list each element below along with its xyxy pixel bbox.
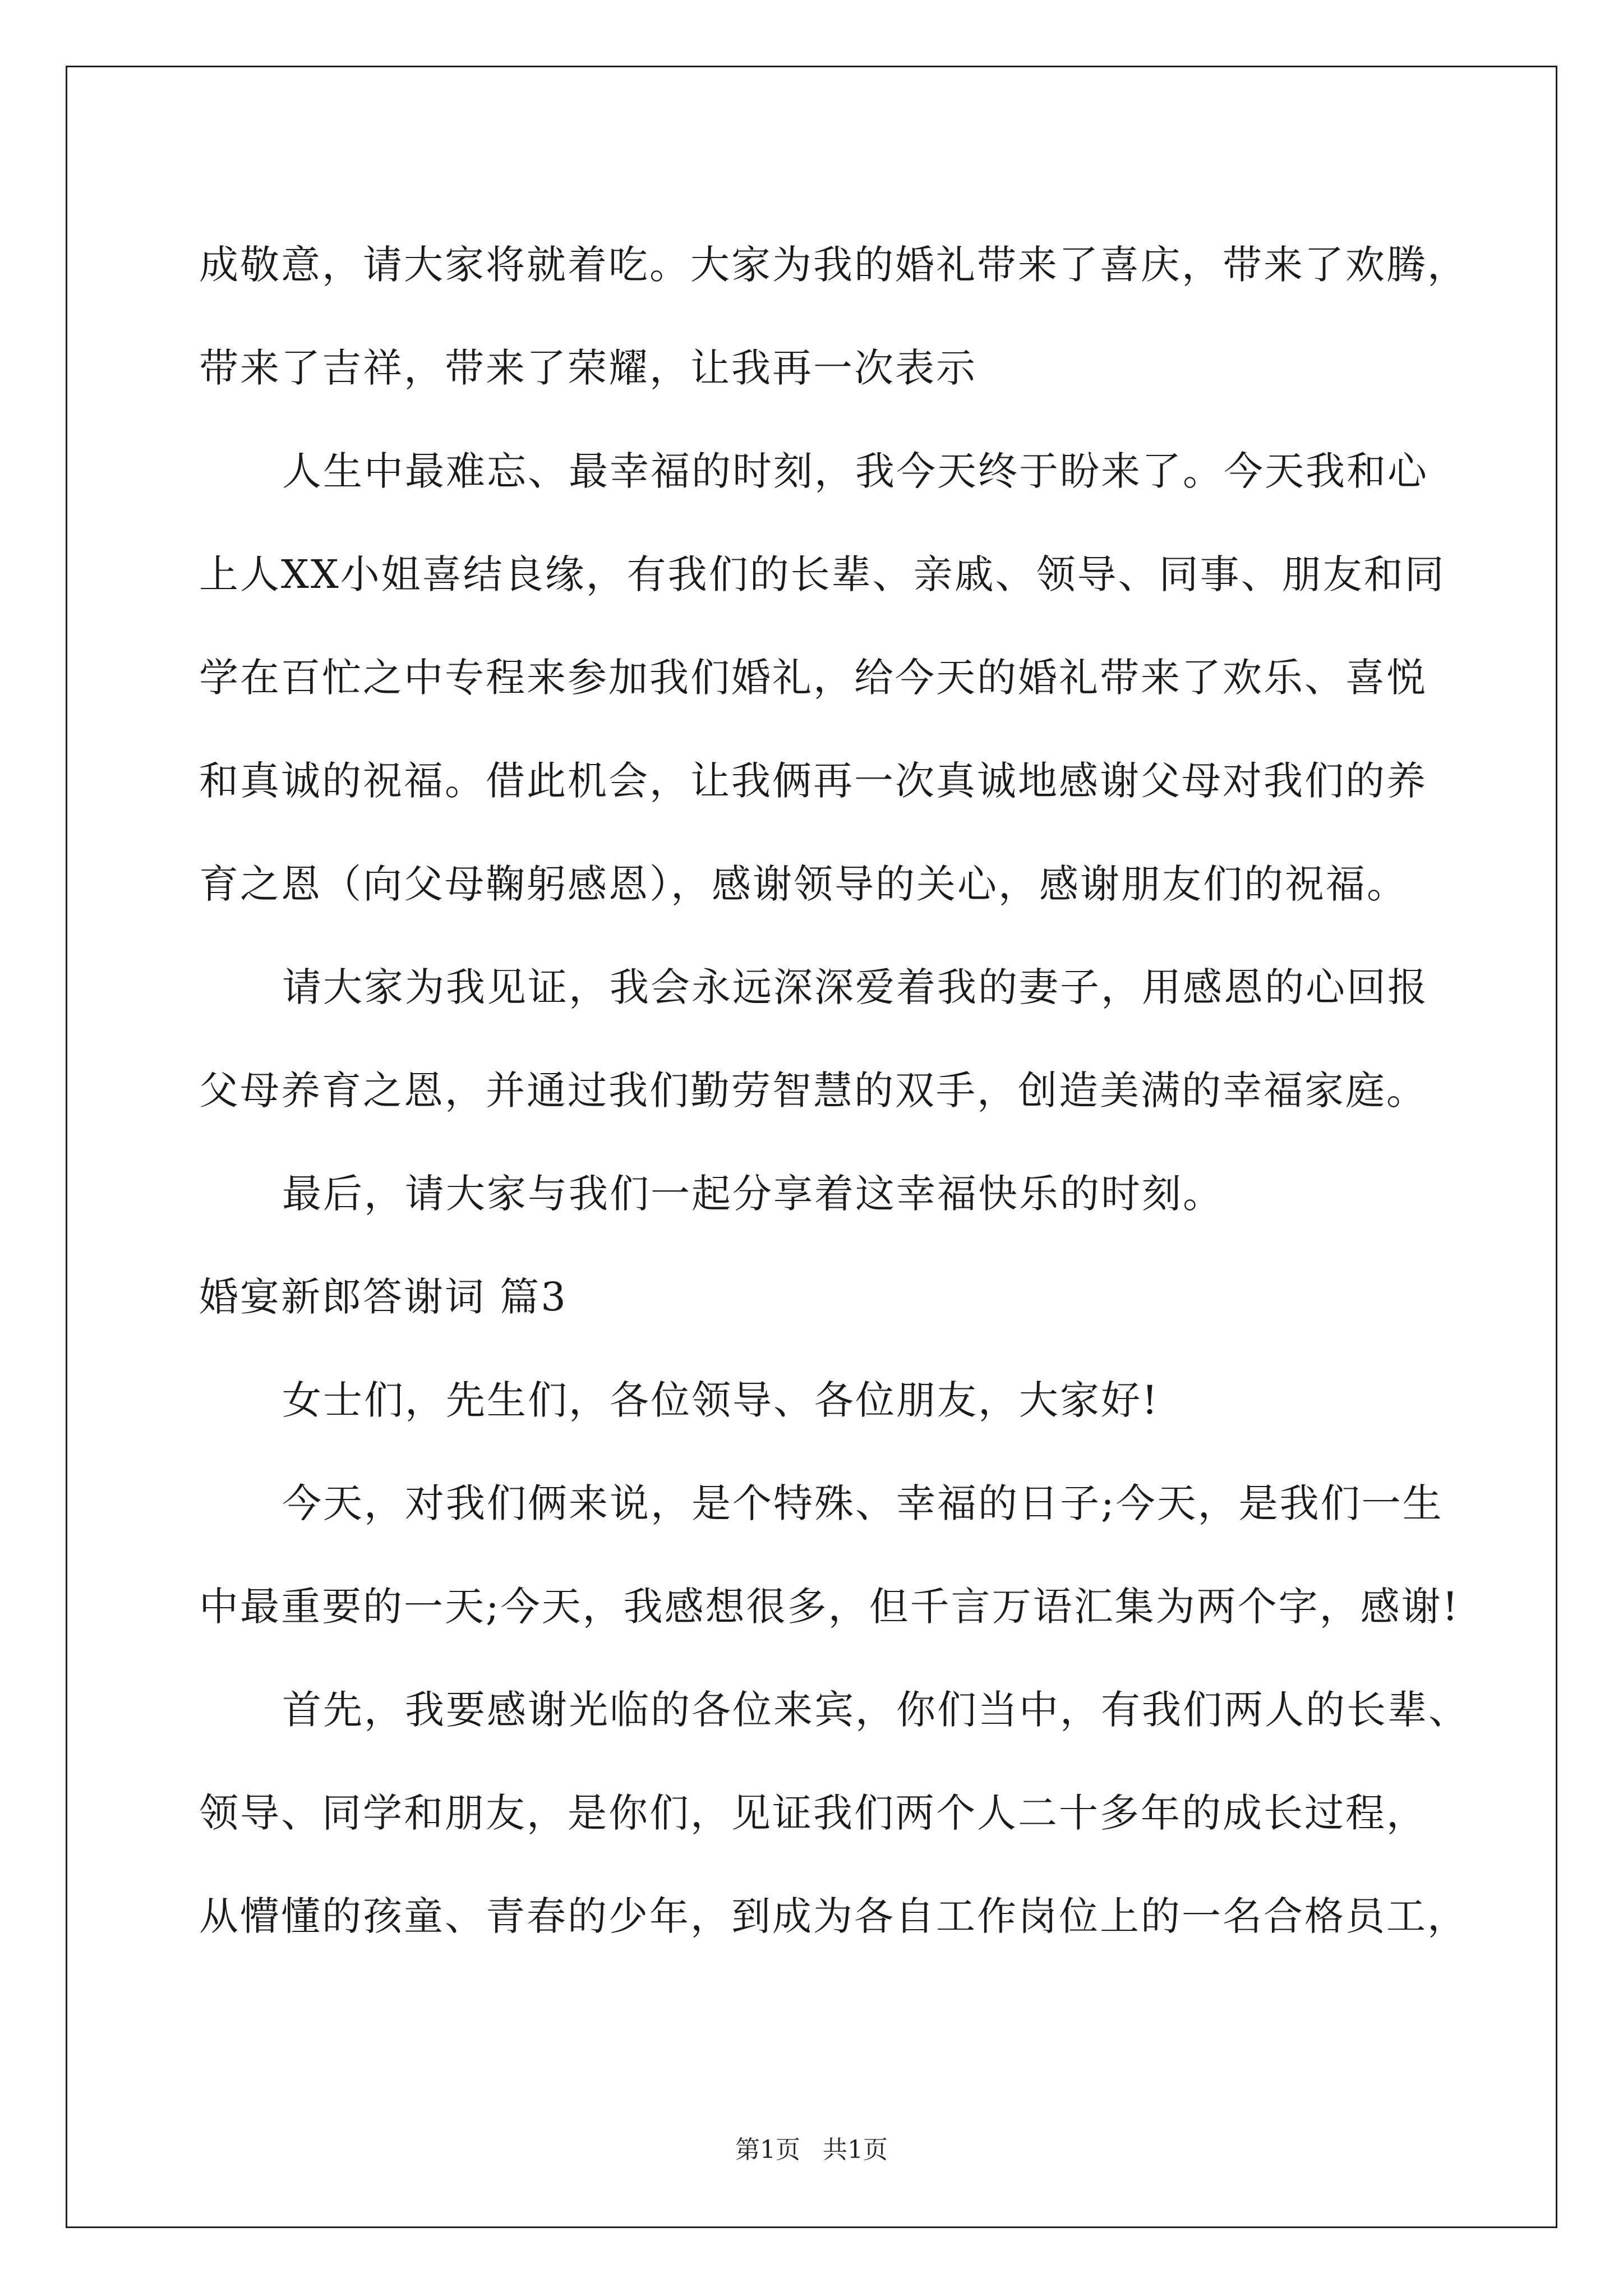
text-line: 学在百忙之中专程来参加我们婚礼，给今天的婚礼带来了欢乐、喜悦 (199, 655, 1427, 701)
document-body (199, 213, 1469, 1968)
text-line: 最后，请大家与我们一起分享着这幸福快乐的时刻。 (282, 1171, 1224, 1217)
text-line: 带来了吉祥，带来了荣耀，让我再一次表示 (199, 345, 977, 391)
text-line: 今天，对我们俩来说，是个特殊、幸福的日子;今天，是我们一生 (282, 1480, 1444, 1526)
page-total: 共1页 (823, 2136, 888, 2164)
text-line: 上人XX小姐喜结良缘，有我们的长辈、亲戚、领导、同事、朋友和同 (199, 551, 1446, 597)
page-footer (0, 2134, 1623, 2166)
section-heading: 婚宴新郎答谢词 篇3 (199, 1274, 568, 1320)
text-line: 从懵懂的孩童、青春的少年，到成为各自工作岗位上的一名合格员工， (199, 1893, 1468, 1939)
text-line: 育之恩（向父母鞠躬感恩），感谢领导的关心，感谢朋友们的祝福。 (199, 861, 1408, 907)
text-line: 女士们，先生们，各位领导、各位朋友，大家好! (282, 1377, 1160, 1423)
text-line: 人生中最难忘、最幸福的时刻，我今天终于盼来了。今天我和心 (282, 448, 1428, 494)
text-line: 和真诚的祝福。借此机会，让我俩再一次真诚地感谢父母对我们的养 (199, 758, 1427, 804)
page-number: 第1页 (735, 2136, 800, 2164)
text-line: 请大家为我见证，我会永远深深爱着我的妻子，用感恩的心回报 (282, 964, 1428, 1010)
text-line: 领导、同学和朋友，是你们，见证我们两个人二十多年的成长过程， (199, 1790, 1427, 1836)
text-line: 首先，我要感谢光临的各位来宾，你们当中，有我们两人的长辈、 (282, 1687, 1469, 1733)
text-line: 成敬意，请大家将就着吃。大家为我的婚礼带来了喜庆，带来了欢腾， (199, 242, 1468, 288)
text-line: 父母养育之恩，并通过我们勤劳智慧的双手，创造美满的幸福家庭。 (199, 1068, 1427, 1114)
text-line: 中最重要的一天;今天，我感想很多，但千言万语汇集为两个字，感谢! (199, 1584, 1460, 1630)
